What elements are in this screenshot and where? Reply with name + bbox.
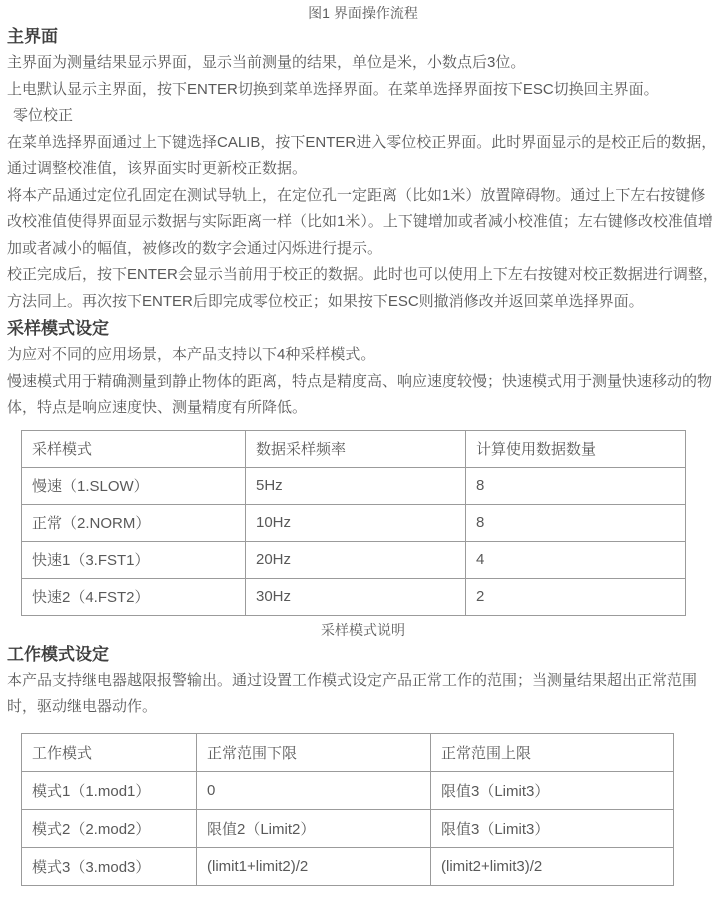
table-row xyxy=(22,467,686,504)
spacer xyxy=(7,721,719,725)
column-header: 正常范围上限 xyxy=(431,733,674,771)
table-cell: 快速1（3.FST1） xyxy=(22,541,246,578)
table-row xyxy=(22,847,674,885)
table-row xyxy=(22,541,686,578)
column-header: 采样模式 xyxy=(22,430,246,467)
paragraph: 将本产品通过定位孔固定在测试导轨上，在定位孔一定距离（比如1米）放置障碍物。通过上下左右按键修改校准值使得界面显示数据与实际距离一样（比如1米）。上下键增加或者减小校准值；左右键修改校准值增加或者减小的幅值，被修改的数字会通过闪烁进行提示。 xyxy=(7,186,713,257)
table-cell: 8 xyxy=(466,467,686,504)
table-cell: 30Hz xyxy=(246,578,466,615)
table-header-row xyxy=(22,430,686,467)
table-cell: 快速2（4.FST2） xyxy=(22,578,246,615)
column-header: 数据采样频率 xyxy=(246,430,466,467)
table-cell: 20Hz xyxy=(246,541,466,578)
table-cell: 10Hz xyxy=(246,504,466,541)
table-cell: 0 xyxy=(197,771,431,809)
paragraph: 在菜单选择界面通过上下键选择CALIB，按下ENTER进入零位校正界面。此时界面显示的是校正后的数据，通过调整校准值，该界面实时更新校正数据。 xyxy=(7,133,717,177)
paragraph: 主界面为测量结果显示界面，显示当前测量的结果，单位是米，小数点后3位。 xyxy=(7,54,526,71)
table-row xyxy=(22,771,674,809)
sampling-mode-table xyxy=(21,430,686,616)
table-cell: 模式2（2.mod2） xyxy=(22,809,197,847)
table-cell: (limit1+limit2)/2 xyxy=(197,847,431,885)
column-header: 正常范围下限 xyxy=(197,733,431,771)
section-title-work-mode: 工作模式设定 xyxy=(7,644,109,664)
table-cell: 限值3（Limit3） xyxy=(431,809,674,847)
table-cell: 慢速（1.SLOW） xyxy=(22,467,246,504)
table-cell: 限值3（Limit3） xyxy=(431,771,674,809)
column-header: 计算使用数据数量 xyxy=(466,430,686,467)
column-header: 工作模式 xyxy=(22,733,197,771)
paragraph: 上电默认显示主界面，按下ENTER切换到菜单选择界面。在菜单选择界面按下ESC切换回主界面。 xyxy=(7,80,659,98)
subheading-zero-calibration: 零位校正 xyxy=(13,107,74,124)
work-mode-table-body xyxy=(22,771,674,885)
paragraph: 慢速模式用于精确测量到静止物体的距离，特点是精度高、响应速度较慢；快速模式用于测量快速移动的物体，特点是响应速度快、测量精度有所降低。 xyxy=(7,372,713,416)
table-cell: 正常（2.NORM） xyxy=(22,504,246,541)
table-cell: 5Hz xyxy=(246,467,466,504)
table-row xyxy=(22,578,686,615)
table-cell: 4 xyxy=(466,541,686,578)
figure-caption: 图1 界面操作流程 xyxy=(308,5,418,21)
table-row xyxy=(22,504,686,541)
table-cell: 2 xyxy=(466,578,686,615)
work-mode-table xyxy=(21,733,674,886)
table-cell: 模式3（3.mod3） xyxy=(22,847,197,885)
section-title-sampling-mode: 采样模式设定 xyxy=(7,319,109,338)
table-header-row xyxy=(22,733,674,771)
paragraph: 校正完成后，按下ENTER会显示当前用于校正的数据。此时也可以使用上下左右按键对校正数据进行调整，方法同上。再次按下ENTER后即完成零位校正；如果按下ESC则撤消修改并返回菜单选择界面。 xyxy=(7,266,718,310)
paragraph: 本产品支持继电器越限报警输出。通过设置工作模式设定产品正常工作的范围；当测量结果超出正常范围时，驱动继电器动作。 xyxy=(7,671,698,715)
table-cell: 模式1（1.mod1） xyxy=(22,771,197,809)
paragraph: 为应对不同的应用场景，本产品支持以下4种采样模式。 xyxy=(7,346,376,363)
table-cell: (limit2+limit3)/2 xyxy=(431,847,674,885)
sampling-table-body xyxy=(22,467,686,615)
section-title-main-ui: 主界面 xyxy=(7,27,58,46)
sampling-table-caption: 采样模式说明 xyxy=(321,621,405,638)
table-cell: 8 xyxy=(466,504,686,541)
table-cell: 限值2（Limit2） xyxy=(197,809,431,847)
table-row xyxy=(22,809,674,847)
